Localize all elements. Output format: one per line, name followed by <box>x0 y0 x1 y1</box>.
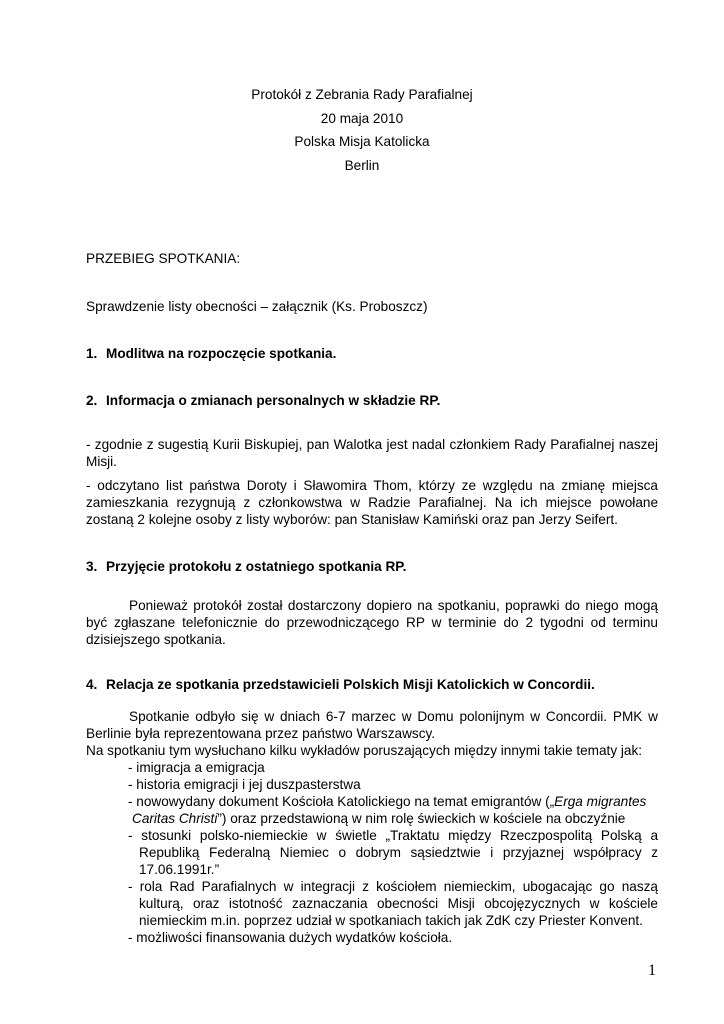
list-item-church-document <box>128 793 652 827</box>
list-item-parish-councils: - rola Rad Parafialnych w integracji z kościołem niemieckim, ubogacając go naszą kulturą, oraz istotność zaznaczania obecności Misji obcojęzycznych w kościele niemieckim m.in. poprzez udział w spotkaniach takich jak ZdK czy Priester Konvent. <box>128 879 658 928</box>
document-header <box>0 86 724 180</box>
page-number: 1 <box>648 962 656 979</box>
section-3-number: 3. <box>86 559 98 574</box>
section-4-paragraph-2: Na spotkaniu tym wysłuchano kilku wykładów poruszających między innymi takie tematy jak: <box>86 743 643 758</box>
list-item-church-document-text-c: ”) oraz przedstawioną w nim rolę świeckich w kościele na obczyźnie <box>217 811 626 826</box>
header-city: Berlin <box>344 157 380 173</box>
section-2-heading <box>86 392 658 409</box>
header-title: Protokół z Zebrania Rady Parafialnej <box>251 87 473 102</box>
section-4-number: 4. <box>86 677 98 692</box>
section-1-number: 1. <box>86 346 98 361</box>
header-organization: Polska Misja Katolicka <box>294 134 430 149</box>
list-item-emigration-history: - historia emigracji i jej duszpasterstwa <box>128 777 361 792</box>
list-item-financing: - możliwości finansowania dużych wydatków kościoła. <box>128 930 453 945</box>
section-3-paragraph: Ponieważ protokół został dostarczony dopiero na spotkaniu, poprawki do niego mogą być zgłaszane telefonicznie do przewodniczącego RP w terminie do 2 tygodni od terminu dzisiejszego spotkania. <box>86 598 658 647</box>
section-2-title: Informacja o zmianach personalnych w składzie RP. <box>106 393 441 408</box>
list-item-immigration: - imigracja a emigracja <box>128 760 265 775</box>
section-3-heading <box>86 558 658 575</box>
section-2-paragraph-2: - odczytano list państwa Doroty i Sławomira Thom, którzy ze względu na zmianę miejsca zamieszkania rezygnują z członkowstwa w Radzie Parafialnej. Na ich miejsce powołane zostaną 2 kolejne osoby z listy wyborów: pan Stanisław Kamiński oraz pan Jerzy Seifert. <box>86 478 658 527</box>
attendance-check: Sprawdzenie listy obecności – załącznik (Ks. Proboszcz) <box>86 299 428 314</box>
section-1-heading <box>86 345 658 362</box>
list-item-polish-german-relations: - stosunki polsko-niemieckie w świetle „Traktatu między Rzeczpospolitą Polską a Republiką Federalną Niemiec o dobrym sąsiedztwie i przyjaznej współpracy z 17.06.1991r.” <box>128 828 658 877</box>
list-item-church-document-title: Erga migrantes Caritas Christi <box>132 794 647 826</box>
section-4-title: Relacja ze spotkania przedstawicieli Polskich Misji Katolickich w Concordii. <box>106 677 595 692</box>
section-4-heading <box>86 676 658 693</box>
list-item-church-document-text-a: - nowowydany dokument Kościoła Katolickiego na temat emigrantów („ <box>128 794 555 809</box>
meeting-course-heading: PRZEBIEG SPOTKANIA: <box>86 251 241 266</box>
section-2-number: 2. <box>86 393 98 408</box>
section-3-title: Przyjęcie protokołu z ostatniego spotkania RP. <box>106 559 407 574</box>
section-4-paragraph-1: Spotkanie odbyło się w dniach 6-7 marzec w Domu polonijnym w Concordii. PMK w Berlinie była reprezentowana przez państwo Warszawscy. <box>86 709 658 741</box>
section-1-title: Modlitwa na rozpoczęcie spotkania. <box>106 346 337 361</box>
header-date: 20 maja 2010 <box>320 110 404 126</box>
section-2-paragraph-1: - zgodnie z sugestią Kurii Biskupiej, pan Walotka jest nadal członkiem Rady Parafialnej naszej Misji. <box>86 437 658 469</box>
